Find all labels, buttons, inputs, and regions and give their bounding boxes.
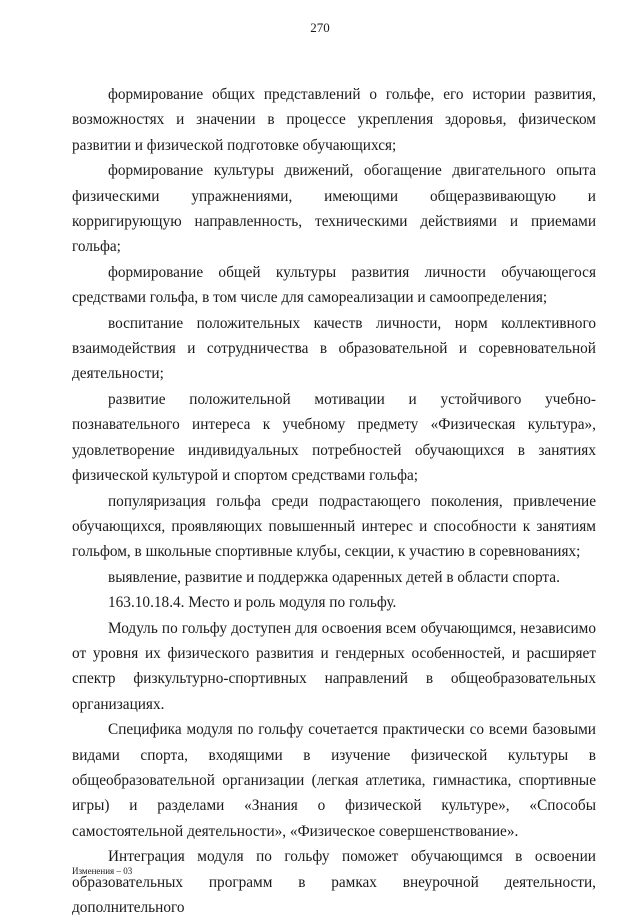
paragraph: формирование общих представлений о гольфе, его истории развития, возможностях и значении в процессе укрепления здоровья, физическом развитии и физической подготовке обучающихся; (72, 86, 596, 154)
paragraph: выявление, развитие и поддержка одаренных детей в области спорта. (108, 568, 560, 586)
page-number: 270 (310, 20, 330, 35)
paragraph: развитие положительной мотивации и устойчивого учебно-познавательного интереса к учебному предмету «Физическая культура», удовлетворение индивидуальных потребностей обучающихся в занятиях физической культурой и спортом средствами гольфа; (72, 390, 596, 485)
body-text (72, 82, 596, 920)
paragraph: Специфика модуля по гольфу сочетается практически со всеми базовыми видами спорта, входящими в изучение физической культуры в общеобразовательной организации (легкая атлетика, гимнастика, спортивные игры) и разделами «Знания о физической культуре», «Способы самостоятельной деятельности», «Физическое совершенствование». (72, 721, 596, 840)
paragraph: формирование культуры движений, обогащение двигательного опыта физическими упражнениями, имеющими общеразвивающую и корригирующую направленность, техническими действиями и приемами гольфа; (72, 162, 596, 256)
paragraph: популяризация гольфа среди подрастающего поколения, привлечение обучающихся, проявляющих повышенный интерес и способности к занятиям гольфом, в школьные спортивные клубы, секции, к участию в соревнованиях; (72, 492, 596, 561)
paragraph: формирование общей культуры развития личности обучающегося средствами гольфа, в том числе для самореализации и самоопределения; (72, 263, 596, 307)
paragraph: Интеграция модуля по гольфу поможет обучающимся в освоении образовательных программ в рамках внеурочной деятельности, дополнительного (72, 848, 596, 916)
paragraph: Модуль по гольфу доступен для освоения всем обучающимся, независимо от уровня их физического развития и гендерных особенностей, и расширяет спектр физкультурно-спортивных направлений в общеобразовательных организациях. (72, 619, 596, 713)
section-heading: 163.10.18.4. Место и роль модуля по гольфу. (108, 594, 397, 612)
paragraph: воспитание положительных качеств личности, норм коллективного взаимодействия и сотрудничества в образовательной и соревновательной деятельности; (72, 314, 596, 383)
revision-footer: Изменения – 03 (72, 866, 133, 876)
